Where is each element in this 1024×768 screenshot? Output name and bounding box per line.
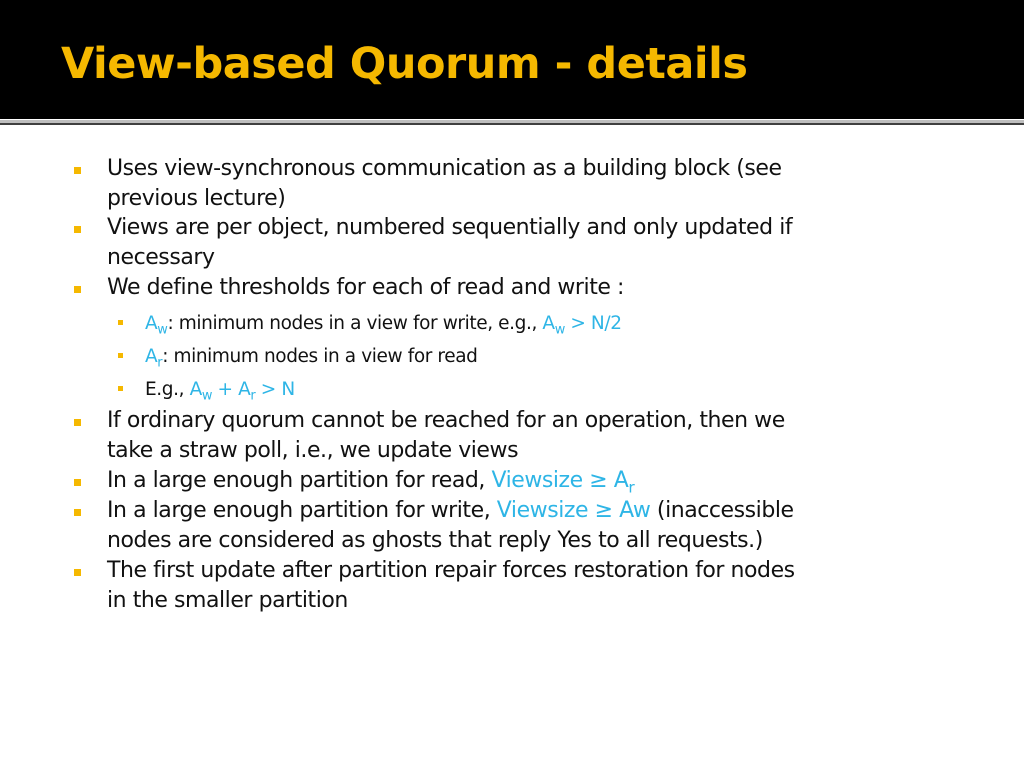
aw-symbol: $A_w$ <box>145 313 168 338</box>
bullet-marker-icon <box>74 226 81 233</box>
bullet-1 <box>107 154 782 214</box>
aw-condition: $A_w > N/2$ <box>542 313 622 338</box>
bullet-6 <box>107 496 794 556</box>
bullet-4 <box>107 406 785 466</box>
sub-bullet-1-text: : minimum nodes in a view for write, e.g., <box>167 313 543 334</box>
slide-title: View-based Quorum - details <box>61 39 748 89</box>
bullet-1-line-2: previous lecture) <box>107 186 286 211</box>
bullet-marker-icon <box>74 167 81 174</box>
sub-bullet-marker-icon <box>118 353 123 358</box>
bullet-marker-icon <box>74 419 81 426</box>
slide-content <box>0 152 1024 752</box>
bullet-7-line-1: The first update after partition repair forces restoration for nodes <box>107 558 795 583</box>
bullet-marker-icon <box>74 509 81 516</box>
sub-bullet-marker-icon <box>118 320 123 325</box>
ar-symbol: $A_r$ <box>145 346 163 371</box>
bullet-2 <box>107 213 792 273</box>
bullet-marker-icon <box>74 569 81 576</box>
bullet-7-line-2: in the smaller partition <box>107 588 348 613</box>
bullet-1-line-1: Uses view-synchronous communication as a building block (see <box>107 156 782 181</box>
sub-bullet-3 <box>145 375 295 405</box>
quorum-condition: $A_w + A_r > N$ <box>189 379 295 404</box>
bullet-2-line-2: necessary <box>107 245 215 270</box>
bullet-2-line-1: Views are per object, numbered sequentially and only updated if <box>107 215 793 240</box>
sub-bullet-2 <box>145 342 478 372</box>
bullet-5-prefix: In a large enough partition for read, <box>107 468 492 493</box>
title-bar <box>0 0 1024 119</box>
title-divider-dark <box>0 123 1024 125</box>
sub-bullet-3-prefix: E.g., <box>145 379 190 400</box>
sub-bullet-marker-icon <box>118 386 123 391</box>
sub-bullet-1 <box>145 309 622 339</box>
sub-bullet-2-text: : minimum nodes in a view for read <box>162 346 478 367</box>
bullet-6-line-1: In a large enough partition for write, Viewsize ≥ Aw (inaccessible <box>107 498 794 523</box>
bullet-marker-icon <box>74 479 81 486</box>
bullet-3 <box>107 273 624 303</box>
bullet-6-line-2: nodes are considered as ghosts that reply Yes to all requests.) <box>107 528 763 553</box>
bullet-4-line-1: If ordinary quorum cannot be reached for an operation, then we <box>107 408 785 433</box>
viewsize-write-condition: Viewsize ≥ Aw <box>496 498 651 523</box>
bullet-marker-icon <box>74 286 81 293</box>
bullet-4-line-2: take a straw poll, i.e., we update views <box>107 438 519 463</box>
bullet-5 <box>107 466 634 496</box>
bullet-3-line-1: We define thresholds for each of read and write : <box>107 275 624 300</box>
viewsize-read-condition: Viewsize ≥ $A_r$ <box>491 468 635 497</box>
bullet-7 <box>107 556 795 616</box>
